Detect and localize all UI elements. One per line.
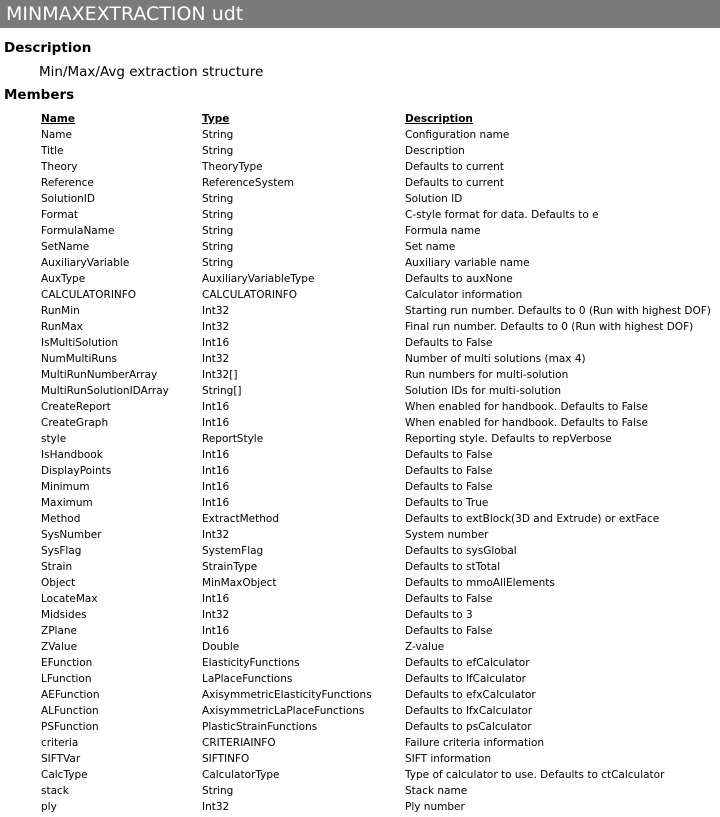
member-name: LocateMax <box>41 593 98 605</box>
member-description: Defaults to False <box>405 593 493 605</box>
member-description: Defaults to mmoAllElements <box>405 577 555 589</box>
member-name: SysFlag <box>41 545 82 557</box>
member-type: ExtractMethod <box>202 513 279 525</box>
table-row <box>41 239 720 255</box>
members-table-body <box>41 127 720 815</box>
member-type: Int32 <box>202 321 230 333</box>
table-row <box>41 175 720 191</box>
table-row <box>41 575 720 591</box>
member-type: Int16 <box>202 337 230 349</box>
member-name: IsHandbook <box>41 449 103 461</box>
member-description: Defaults to sysGlobal <box>405 545 517 557</box>
column-header-type: Type <box>202 113 230 125</box>
table-row <box>41 591 720 607</box>
member-name: AuxType <box>41 273 86 285</box>
table-row <box>41 143 720 159</box>
table-row <box>41 287 720 303</box>
member-type: Int16 <box>202 481 230 493</box>
member-type: AxisymmetricLaPlaceFunctions <box>202 705 365 717</box>
member-type: Int32 <box>202 609 230 621</box>
table-row <box>41 719 720 735</box>
member-description: Defaults to False <box>405 449 493 461</box>
member-description: Defaults to False <box>405 337 493 349</box>
table-row <box>41 799 720 815</box>
table-row <box>41 159 720 175</box>
member-name: SysNumber <box>41 529 102 541</box>
table-row <box>41 399 720 415</box>
member-name: Name <box>41 129 72 141</box>
member-description: Starting run number. Defaults to 0 (Run with highest DOF) <box>405 305 711 317</box>
member-description: Defaults to psCalculator <box>405 721 532 733</box>
member-description: Defaults to True <box>405 497 489 509</box>
member-type: Int16 <box>202 417 230 429</box>
member-name: MultiRunSolutionIDArray <box>41 385 169 397</box>
member-name: Minimum <box>41 481 90 493</box>
member-name: AuxiliaryVariable <box>41 257 130 269</box>
member-description: Type of calculator to use. Defaults to ctCalculator <box>405 769 665 781</box>
members-table-header <box>41 111 720 127</box>
member-type: ReportStyle <box>202 433 264 445</box>
member-name: RunMin <box>41 305 80 317</box>
table-row <box>41 127 720 143</box>
member-description: System number <box>405 529 489 541</box>
table-row <box>41 655 720 671</box>
member-description: Stack name <box>405 785 468 797</box>
member-description: Set name <box>405 241 456 253</box>
table-row <box>41 383 720 399</box>
table-row <box>41 543 720 559</box>
member-name: ZValue <box>41 641 78 653</box>
member-type: String <box>202 225 234 237</box>
table-row <box>41 303 720 319</box>
table-row <box>41 367 720 383</box>
member-name: PSFunction <box>41 721 99 733</box>
member-type: String <box>202 129 234 141</box>
member-name: style <box>41 433 67 445</box>
member-name: AEFunction <box>41 689 100 701</box>
member-description: Defaults to auxNone <box>405 273 513 285</box>
table-row <box>41 351 720 367</box>
table-row <box>41 319 720 335</box>
member-description: Defaults to False <box>405 625 493 637</box>
member-type: StrainType <box>202 561 258 573</box>
member-name: SolutionID <box>41 193 95 205</box>
member-name: CALCULATORINFO <box>41 289 137 301</box>
member-description: Auxiliary variable name <box>405 257 530 269</box>
member-description: When enabled for handbook. Defaults to False <box>405 401 648 413</box>
member-type: Int16 <box>202 465 230 477</box>
member-name: IsMultiSolution <box>41 337 119 349</box>
member-name: Method <box>41 513 81 525</box>
table-row <box>41 447 720 463</box>
member-name: MultiRunNumberArray <box>41 369 158 381</box>
title-bar <box>0 0 720 28</box>
member-name: CreateGraph <box>41 417 109 429</box>
member-type: String <box>202 785 234 797</box>
member-type: SystemFlag <box>202 545 264 557</box>
member-name: Reference <box>41 177 94 189</box>
table-row <box>41 607 720 623</box>
table-row <box>41 639 720 655</box>
member-type: Double <box>202 641 240 653</box>
table-row <box>41 415 720 431</box>
member-type: Int16 <box>202 497 230 509</box>
table-row <box>41 623 720 639</box>
table-row <box>41 463 720 479</box>
member-name: FormulaName <box>41 225 115 237</box>
member-name: EFunction <box>41 657 93 669</box>
member-description: Number of multi solutions (max 4) <box>405 353 586 365</box>
member-description: Defaults to current <box>405 161 504 173</box>
table-row <box>41 767 720 783</box>
table-row <box>41 783 720 799</box>
member-description: Final run number. Defaults to 0 (Run with highest DOF) <box>405 321 694 333</box>
member-description: Z-value <box>405 641 445 653</box>
member-description: Calculator information <box>405 289 523 301</box>
member-type: String[] <box>202 385 242 397</box>
table-row <box>41 271 720 287</box>
column-header-name: Name <box>41 113 75 125</box>
member-description: Defaults to efCalculator <box>405 657 530 669</box>
member-name: stack <box>41 785 69 797</box>
table-row <box>41 703 720 719</box>
member-type: AuxiliaryVariableType <box>202 273 315 285</box>
member-type: TheoryType <box>202 161 263 173</box>
member-description: Defaults to False <box>405 465 493 477</box>
member-name: criteria <box>41 737 79 749</box>
member-name: Strain <box>41 561 73 573</box>
member-description: Formula name <box>405 225 481 237</box>
member-name: Title <box>41 145 64 157</box>
member-description: Run numbers for multi-solution <box>405 369 569 381</box>
member-description: Description <box>405 145 465 157</box>
member-name: ALFunction <box>41 705 99 717</box>
table-row <box>41 191 720 207</box>
member-name: CreateReport <box>41 401 111 413</box>
member-type: Int16 <box>202 625 230 637</box>
member-name: NumMultiRuns <box>41 353 118 365</box>
member-type: String <box>202 257 234 269</box>
column-header-description: Description <box>405 113 473 125</box>
member-type: String <box>202 209 234 221</box>
table-row <box>41 735 720 751</box>
table-row <box>41 751 720 767</box>
member-type: Int32 <box>202 529 230 541</box>
member-type: CRITERIAINFO <box>202 737 276 749</box>
table-row <box>41 207 720 223</box>
description-heading: Description <box>4 40 92 56</box>
member-name: CalcType <box>41 769 88 781</box>
member-description: Defaults to current <box>405 177 504 189</box>
member-description: Reporting style. Defaults to repVerbose <box>405 433 612 445</box>
member-name: Format <box>41 209 79 221</box>
member-description: Defaults to stTotal <box>405 561 501 573</box>
member-description: Configuration name <box>405 129 510 141</box>
member-description: Defaults to efxCalculator <box>405 689 536 701</box>
table-row <box>41 335 720 351</box>
member-description: C-style format for data. Defaults to e <box>405 209 599 221</box>
table-row <box>41 687 720 703</box>
member-type: PlasticStrainFunctions <box>202 721 318 733</box>
table-row <box>41 479 720 495</box>
member-type: Int16 <box>202 401 230 413</box>
member-name: DisplayPoints <box>41 465 112 477</box>
members-table <box>41 111 720 815</box>
page-title: MINMAXEXTRACTION udt <box>6 3 244 25</box>
member-description: Defaults to False <box>405 481 493 493</box>
member-type: SIFTINFO <box>202 753 250 765</box>
table-row <box>41 671 720 687</box>
member-type: String <box>202 241 234 253</box>
member-name: ZPlane <box>41 625 77 637</box>
member-type: AxisymmetricElasticityFunctions <box>202 689 372 701</box>
member-description: Defaults to 3 <box>405 609 473 621</box>
table-row <box>41 495 720 511</box>
member-name: Object <box>41 577 76 589</box>
member-description: Ply number <box>405 801 465 813</box>
member-type: Int32 <box>202 305 230 317</box>
member-type: Int32[] <box>202 369 238 381</box>
member-description: When enabled for handbook. Defaults to False <box>405 417 648 429</box>
member-description: Defaults to lfxCalculator <box>405 705 533 717</box>
member-name: ply <box>41 801 57 813</box>
member-type: Int32 <box>202 801 230 813</box>
table-row <box>41 527 720 543</box>
member-type: Int16 <box>202 593 230 605</box>
member-type: Int32 <box>202 353 230 365</box>
members-heading: Members <box>4 87 75 103</box>
member-name: SetName <box>41 241 90 253</box>
member-name: RunMax <box>41 321 83 333</box>
member-name: LFunction <box>41 673 92 685</box>
table-row <box>41 511 720 527</box>
member-type: Int16 <box>202 449 230 461</box>
member-description: Solution ID <box>405 193 463 205</box>
description-text: Min/Max/Avg extraction structure <box>39 64 264 80</box>
member-name: Midsides <box>41 609 87 621</box>
member-type: MinMaxObject <box>202 577 277 589</box>
member-description: SIFT information <box>405 753 491 765</box>
member-type: CalculatorType <box>202 769 280 781</box>
member-description: Failure criteria information <box>405 737 545 749</box>
member-type: LaPlaceFunctions <box>202 673 293 685</box>
table-row <box>41 223 720 239</box>
member-name: SIFTVar <box>41 753 81 765</box>
table-row <box>41 255 720 271</box>
member-type: String <box>202 145 234 157</box>
member-description: Defaults to lfCalculator <box>405 673 526 685</box>
member-type: ElasticityFunctions <box>202 657 300 669</box>
member-description: Solution IDs for multi-solution <box>405 385 562 397</box>
member-type: CALCULATORINFO <box>202 289 298 301</box>
member-name: Theory <box>41 161 78 173</box>
member-description: Defaults to extBlock(3D and Extrude) or extFace <box>405 513 660 525</box>
table-row <box>41 431 720 447</box>
member-name: Maximum <box>41 497 93 509</box>
table-row <box>41 559 720 575</box>
member-type: String <box>202 193 234 205</box>
member-type: ReferenceSystem <box>202 177 295 189</box>
